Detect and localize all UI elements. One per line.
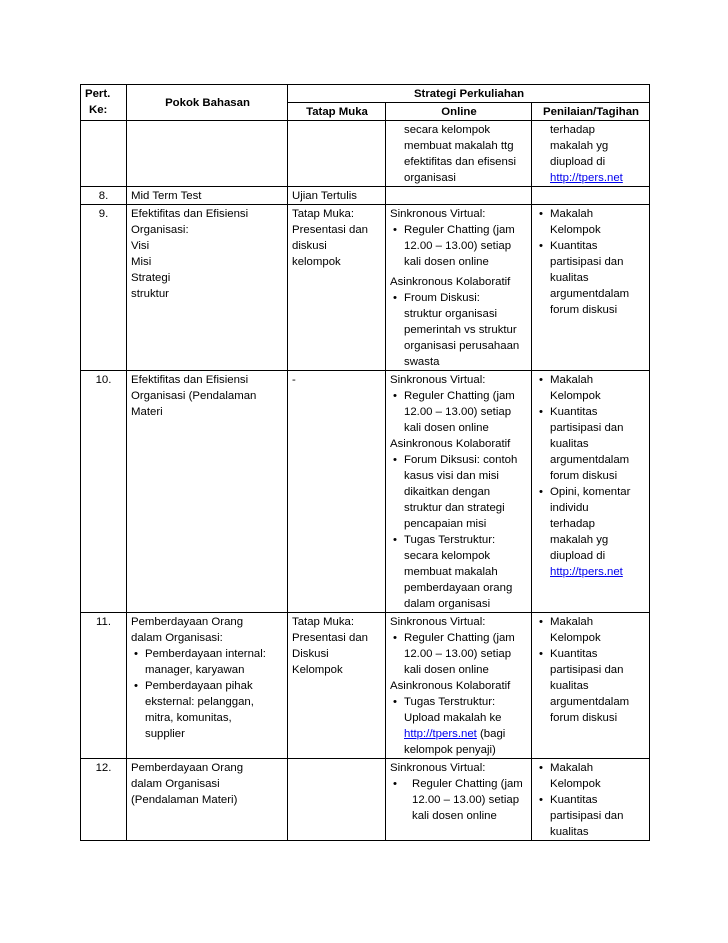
bullet-list	[390, 290, 528, 370]
list-item	[536, 614, 646, 646]
text-line: pemberdayaan orang	[404, 582, 513, 594]
row-tatap	[288, 759, 386, 841]
text-line: Pemberdayaan Orang	[131, 616, 244, 628]
text-line: • Reguler Chatting (jam	[404, 224, 515, 236]
text-line: Materi	[131, 406, 163, 418]
text-line: • Tugas Terstruktur:	[404, 696, 496, 708]
text-line: Sinkronous Virtual:	[390, 616, 486, 628]
header-pert-label: Pert.	[85, 88, 111, 100]
row-number: 9.	[81, 205, 127, 371]
text-line: • Pemberdayaan pihak	[145, 680, 253, 692]
text-line: partisipasi dan	[550, 810, 624, 822]
text-line: • Kuantitas	[550, 794, 598, 806]
header-strategi-label: Strategi Perkuliahan	[413, 88, 525, 100]
text-line: Organisasi (Pendalaman	[131, 390, 257, 402]
text-line: • Froum Diskusi:	[404, 292, 480, 304]
text-fragment: (bagi	[476, 728, 506, 740]
text-line: • Kuantitas	[550, 406, 598, 418]
list-item	[390, 222, 528, 270]
text-line: Strategi	[131, 272, 171, 284]
text-line: membuat makalah ttg	[404, 140, 514, 152]
row-pokok	[127, 121, 288, 187]
table-row	[81, 613, 650, 759]
text-line: 12.00 – 13.00) setiap	[404, 240, 512, 252]
text-line: 12.00 – 13.00) setiap	[412, 794, 520, 806]
text-line: pencapaian misi	[404, 518, 487, 530]
row-tatap	[288, 613, 386, 759]
header-pokok	[127, 85, 288, 121]
text-line: swasta	[404, 356, 440, 368]
row-penilaian	[532, 205, 650, 371]
text-line: manager, karyawan	[145, 664, 245, 676]
text-line: partisipasi dan	[550, 664, 624, 676]
row-penilaian	[532, 371, 650, 613]
text-line: Asinkronous Kolaboratif	[390, 276, 511, 288]
text-line: struktur organisasi	[404, 308, 498, 320]
text-line: • Makalah	[550, 374, 594, 386]
row-number: 11.	[81, 613, 127, 759]
text-line: kualitas	[550, 680, 589, 692]
text-line: Kelompok	[550, 778, 601, 790]
text-line: Presentasi dan	[292, 632, 368, 644]
text-line: kualitas	[550, 438, 589, 450]
text-line: argumentdalam	[550, 454, 630, 466]
bullet-list	[390, 776, 528, 824]
row-pokok	[127, 205, 288, 371]
header-row-1	[81, 85, 650, 103]
text-line: Misi	[131, 256, 152, 268]
text-line: secara kelompok	[404, 124, 491, 136]
row-pokok	[127, 371, 288, 613]
text-line: Kelompok	[292, 664, 343, 676]
row-number: 8.	[81, 187, 127, 205]
list-item	[390, 388, 528, 436]
text-line: terhadap	[550, 124, 595, 136]
text-line: makalah yg	[550, 534, 609, 546]
list-item	[536, 760, 646, 792]
text-line: kali dosen online	[404, 664, 489, 676]
text-line: secara kelompok	[404, 550, 491, 562]
text-line: organisasi	[404, 172, 456, 184]
text-line: Upload makalah ke	[404, 712, 502, 724]
text-line: struktur dan strategi	[404, 502, 505, 514]
text-line: kualitas	[550, 272, 589, 284]
row-pokok: Mid Term Test	[127, 187, 288, 205]
row-pokok	[127, 759, 288, 841]
list-item	[390, 532, 528, 612]
row-tatap: -	[288, 371, 386, 613]
text-line: 12.00 – 13.00) setiap	[404, 648, 512, 660]
bullet-list	[390, 630, 528, 678]
text-line: pemerintah vs struktur	[404, 324, 517, 336]
text-line: forum diskusi	[550, 304, 618, 316]
list-item	[536, 238, 646, 318]
text-line: makalah yg	[550, 140, 609, 152]
tpers-link[interactable]: http://tpers.net	[550, 566, 623, 578]
table-row	[81, 205, 650, 371]
text-line: forum diskusi	[550, 712, 618, 724]
text-line: Presentasi dan	[292, 224, 368, 236]
text-line: argumentdalam	[550, 288, 630, 300]
text-line: kelompok penyaji)	[404, 744, 496, 756]
text-line: • Kuantitas	[550, 240, 598, 252]
text-line: dikaitkan dengan	[404, 486, 491, 498]
list-item	[390, 630, 528, 678]
text-line: partisipasi dan	[550, 256, 624, 268]
header-pokok-label: Pokok Bahasan	[165, 97, 250, 109]
text-line: diskusi	[292, 240, 327, 252]
text-line: • Pemberdayaan internal:	[145, 648, 266, 660]
text-line: • Tugas Terstruktur:	[404, 534, 496, 546]
list-item	[536, 646, 646, 726]
list-item	[390, 290, 528, 370]
text-line: Visi	[131, 240, 150, 252]
text-line: individu	[550, 502, 589, 514]
header-penilaian	[532, 103, 650, 121]
table-row	[81, 187, 650, 205]
bullet-list	[536, 372, 646, 580]
text-line: argumentdalam	[550, 696, 630, 708]
row-tatap	[288, 205, 386, 371]
text-line: Kelompok	[550, 390, 601, 402]
list-item	[536, 372, 646, 404]
row-pokok	[127, 613, 288, 759]
text-line: Sinkronous Virtual:	[390, 374, 486, 386]
row-tatap	[288, 121, 386, 187]
text-line	[404, 726, 528, 742]
text-line: Pemberdayaan Orang	[131, 762, 244, 774]
text-line: efektifitas dan efisensi	[404, 156, 517, 168]
text-line: kali dosen online	[404, 422, 489, 434]
row-tatap: Ujian Tertulis	[288, 187, 386, 205]
row-penilaian	[532, 187, 650, 205]
text-line: Asinkronous Kolaboratif	[390, 438, 511, 450]
tpers-link[interactable]: http://tpers.net	[404, 728, 477, 740]
text-line: kasus visi dan misi	[404, 470, 499, 482]
row-online	[386, 613, 532, 759]
header-penilaian-label: Penilaian/Tagihan	[543, 106, 640, 118]
text-line: Diskusi	[292, 648, 329, 660]
list-item	[536, 404, 646, 484]
text-line: Sinkronous Virtual:	[390, 762, 486, 774]
header-pert	[81, 85, 127, 121]
text-line: Asinkronous Kolaboratif	[390, 680, 511, 692]
bullet-list	[390, 452, 528, 612]
table-row	[81, 121, 650, 187]
text-line: • Reguler Chatting (jam	[404, 390, 515, 402]
table-row	[81, 371, 650, 613]
text-line: dalam Organisasi	[131, 778, 220, 790]
row-penilaian	[532, 121, 650, 187]
text-line: • Kuantitas	[550, 648, 598, 660]
text-line: kali dosen online	[412, 810, 497, 822]
row-penilaian	[532, 613, 650, 759]
text-line: membuat makalah	[404, 566, 498, 578]
text-line: diupload di	[550, 550, 606, 562]
text-line: • Forum Diksusi: contoh	[404, 454, 518, 466]
text-line: • Opini, komentar	[550, 486, 631, 498]
row-online	[386, 759, 532, 841]
bullet-list	[390, 388, 528, 436]
list-item	[536, 206, 646, 238]
row-online	[386, 371, 532, 613]
row-number: 10.	[81, 371, 127, 613]
text-line: Tatap Muka:	[292, 208, 355, 220]
header-online	[386, 103, 532, 121]
text-line: mitra, komunitas,	[145, 712, 232, 724]
text-line: Kelompok	[550, 224, 601, 236]
text-line: Tatap Muka:	[292, 616, 355, 628]
row-number: 12.	[81, 759, 127, 841]
bullet-list	[131, 646, 284, 742]
text-line: • Reguler Chatting (jam	[412, 778, 523, 790]
list-item	[536, 792, 646, 840]
list-item	[390, 776, 528, 824]
bullet-list	[536, 760, 646, 840]
table-row	[81, 759, 650, 841]
text-line: dalam organisasi	[404, 598, 491, 610]
row-online	[386, 205, 532, 371]
text-line: 12.00 – 13.00) setiap	[404, 406, 512, 418]
text-line: Sinkronous Virtual:	[390, 208, 486, 220]
bullet-list	[536, 206, 646, 318]
bullet-list	[536, 614, 646, 726]
text-line: dalam Organisasi:	[131, 632, 223, 644]
text-line: Organisasi:	[131, 224, 189, 236]
row-penilaian	[532, 759, 650, 841]
text-line: • Makalah	[550, 616, 594, 628]
header-strategi	[288, 85, 650, 103]
list-item	[390, 452, 528, 532]
bullet-list	[390, 694, 528, 758]
text-line: organisasi perusahaan	[404, 340, 520, 352]
header-tatap	[288, 103, 386, 121]
bullet-list	[390, 222, 528, 270]
text-line: Efektifitas dan Efisiensi	[131, 374, 249, 386]
text-line: forum diskusi	[550, 470, 618, 482]
text-line: • Reguler Chatting (jam	[404, 632, 515, 644]
list-item	[131, 646, 284, 678]
text-line: struktur	[131, 288, 169, 300]
text-line: kali dosen online	[404, 256, 489, 268]
list-item	[536, 484, 646, 580]
text-line: • Makalah	[550, 208, 594, 220]
text-line: kelompok	[292, 256, 341, 268]
header-online-label: Online	[441, 106, 477, 118]
text-line: Kelompok	[550, 632, 601, 644]
row-online	[386, 121, 532, 187]
text-line: supplier	[145, 728, 185, 740]
row-online	[386, 187, 532, 205]
header-ke-label: Ke:	[89, 104, 108, 116]
list-item	[131, 678, 284, 742]
text-line: partisipasi dan	[550, 422, 624, 434]
course-plan-table	[80, 84, 650, 841]
text-line: eksternal: pelanggan,	[145, 696, 254, 708]
tpers-link[interactable]: http://tpers.net	[550, 172, 623, 184]
text-line: • Makalah	[550, 762, 594, 774]
text-line: kualitas	[550, 826, 589, 838]
text-line: (Pendalaman Materi)	[131, 794, 238, 806]
text-line: diupload di	[550, 156, 606, 168]
text-line: terhadap	[550, 518, 595, 530]
list-item	[390, 694, 528, 758]
text-line: Efektifitas dan Efisiensi	[131, 208, 249, 220]
header-tatap-label: Tatap Muka	[306, 106, 368, 118]
row-number	[81, 121, 127, 187]
